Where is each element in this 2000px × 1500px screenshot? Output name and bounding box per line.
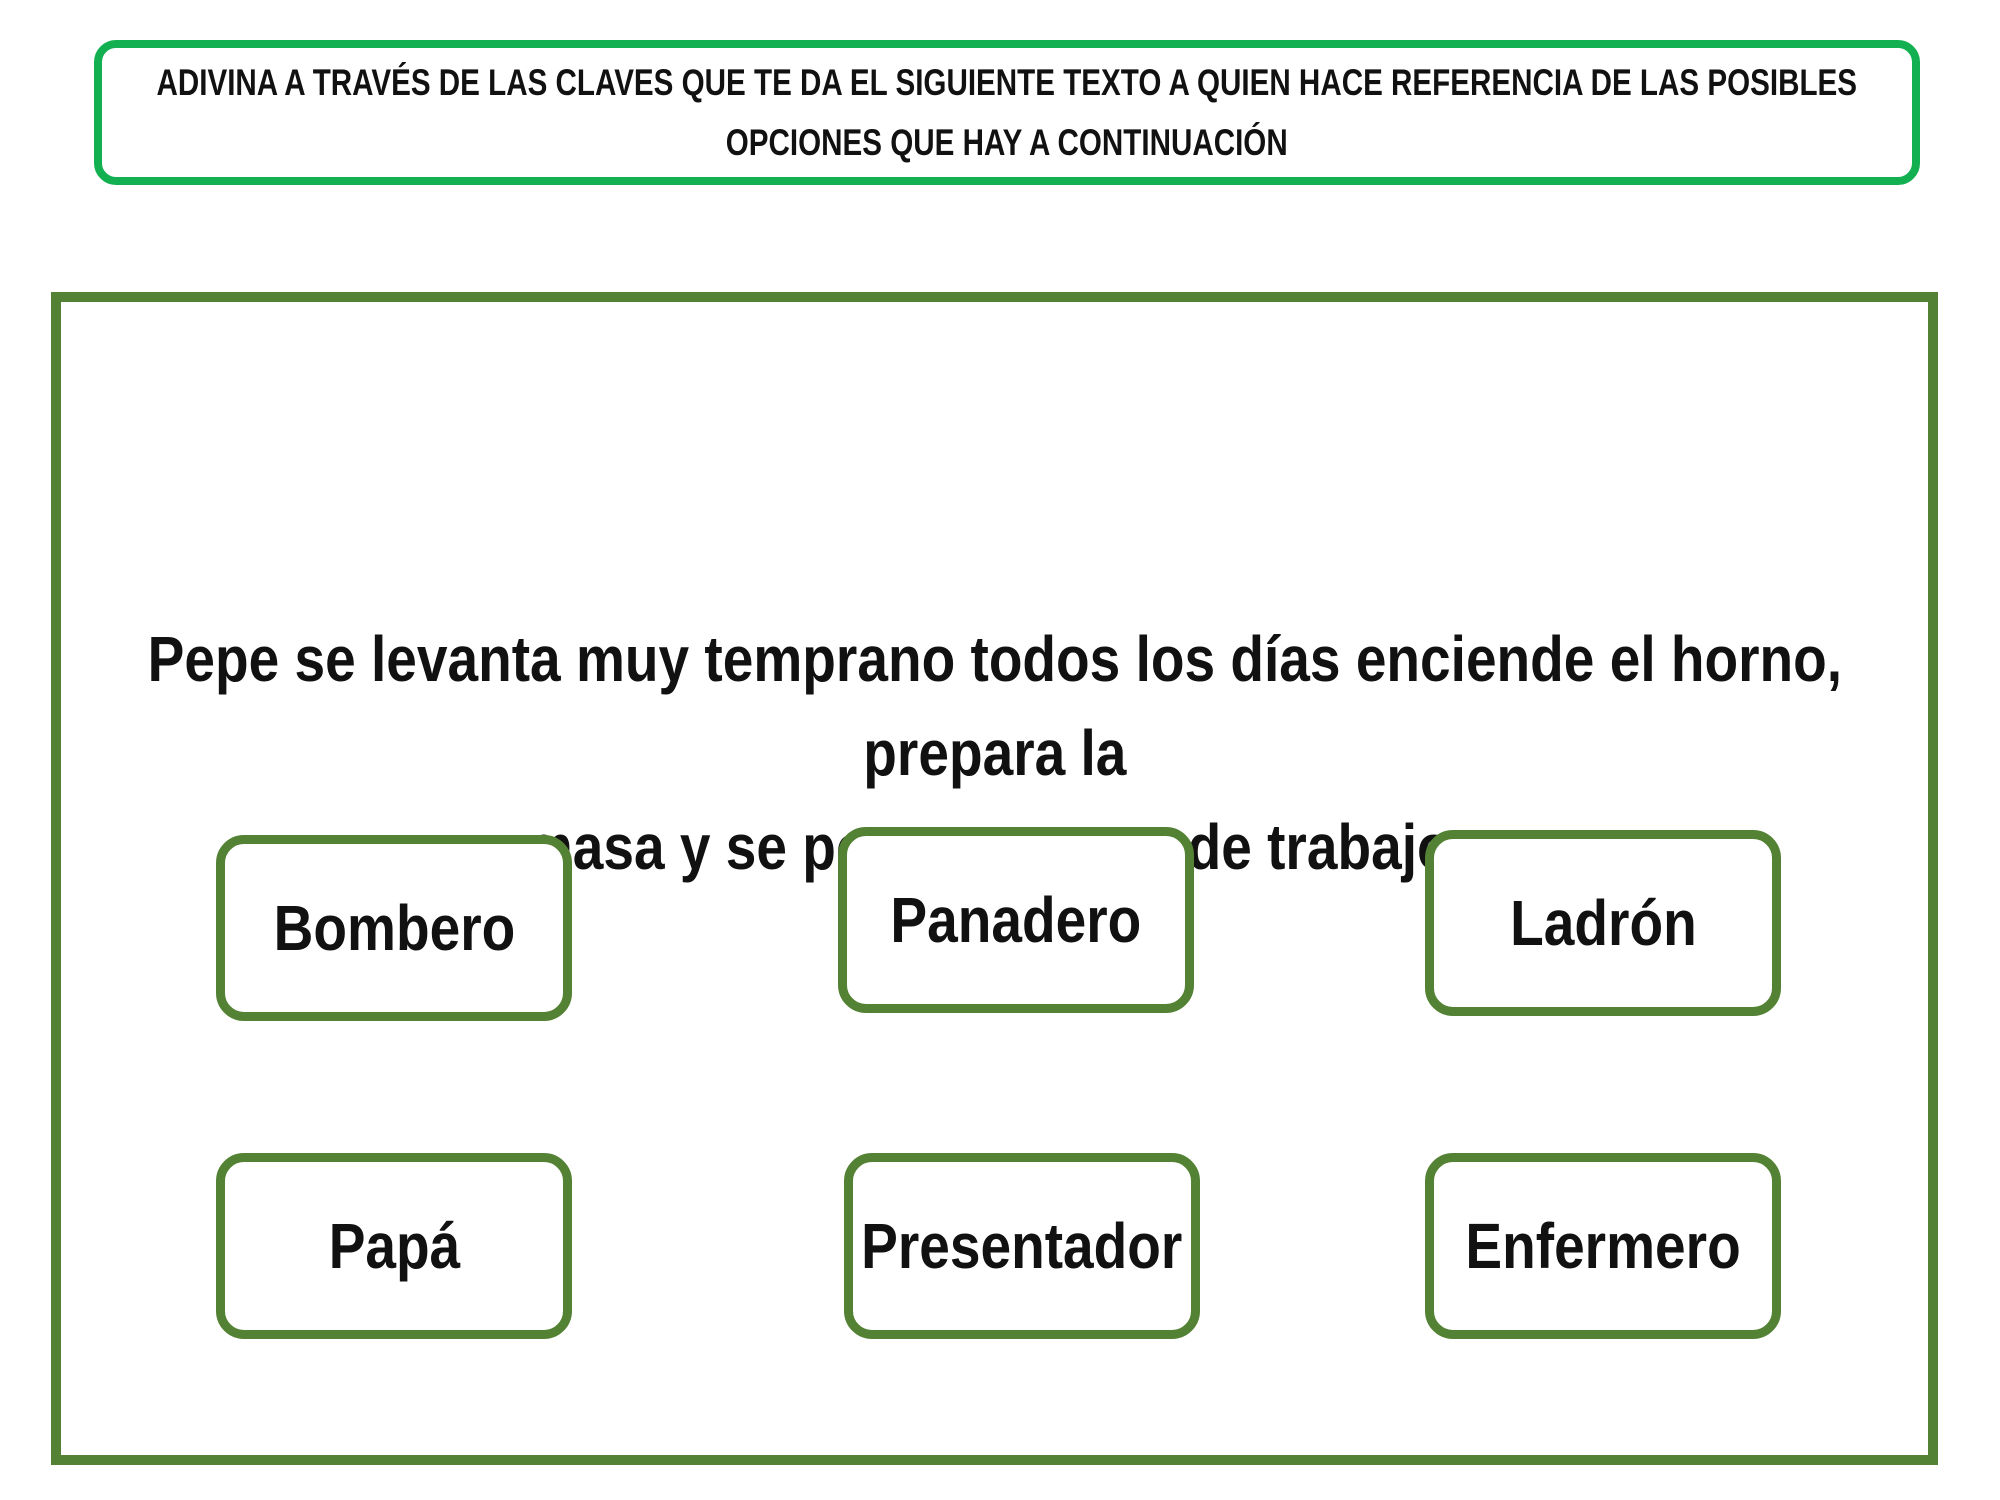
option-button-enfermero[interactable]	[1425, 1153, 1781, 1339]
option-label: Papá	[328, 1210, 460, 1282]
option-label: Ladrón	[1509, 887, 1697, 959]
option-button-bombero[interactable]	[216, 835, 572, 1021]
clue-text-content: Pepe se levanta muy temprano todos los días enciende el horno, prepara la masa y se de trabajo.	[147, 623, 1842, 883]
instruction-box	[94, 40, 1920, 185]
option-label: Panadero	[890, 884, 1142, 956]
option-label: Enfermero	[1465, 1210, 1741, 1282]
option-label: Bombero	[273, 892, 515, 964]
instruction-text: ADIVINA A TRAVÉS DE LAS CLAVES QUE TE DA EL SIGUIENTE TEXTO A QUIEN HACE REFERENCIA DE LAS POSIBLES OPCIONES QUE HAY A CONTINUACIÓN	[156, 61, 1858, 163]
option-label: Presentador	[861, 1210, 1183, 1282]
option-button-papa[interactable]	[216, 1153, 572, 1339]
option-button-ladron[interactable]	[1425, 830, 1781, 1016]
option-button-panadero[interactable]	[838, 827, 1194, 1013]
option-button-presentador[interactable]	[844, 1153, 1200, 1339]
question-panel	[51, 292, 1938, 1465]
